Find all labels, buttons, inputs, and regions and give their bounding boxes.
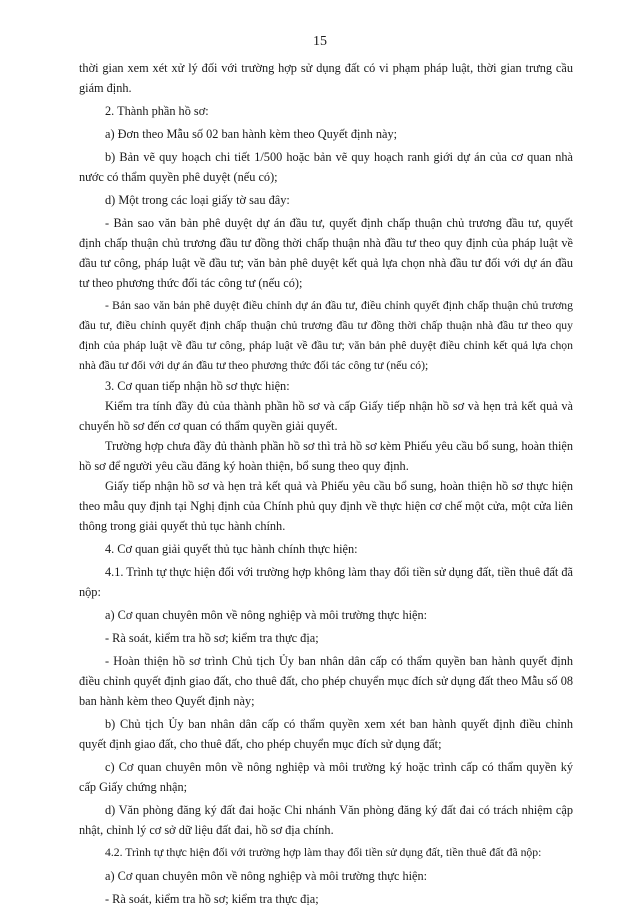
paragraph-bullet-investment-approval: - Bản sao văn bản phê duyệt dự án đầu tư, quyết định chấp thuận chủ trương đầu tư, quyết định chấp thuận chủ trương đầu tư đồng thời chấp thuận nhà đầu tư theo quy định của pháp luật về đầu tư công, pháp luật về đầu tư; văn bản phê duyệt kết quả lựa chọn nhà đầu tư đối với dự án đầu tư theo phương thức đối tác công tư (nếu có);: [79, 216, 573, 290]
paragraph-4-2-review: - Rà soát, kiểm tra hồ sơ; kiểm tra thực địa;: [105, 892, 319, 906]
paragraph-item-d: d) Một trong các loại giấy tờ sau đây:: [105, 193, 290, 207]
paragraph-bullet-investment-adjustment: - Bản sao văn bản phê duyệt điều chỉnh dự án đầu tư, điều chỉnh quyết định chấp thuận chủ trương đầu tư, điều chỉnh quyết định chấp thuận chủ trương đầu tư đồng thời chấp thuận nhà đầu tư theo quy định của pháp luật về đầu tư công, pháp luật về đầu tư; văn bản phê duyệt điều chỉnh kết quả lựa chọn nhà đầu tư đối với dự án đầu tư theo phương thức đối tác công tư (nếu có);: [79, 299, 573, 372]
paragraph-item-b: b) Bản vẽ quy hoạch chi tiết 1/500 hoặc bản vẽ quy hoạch ranh giới dự án của cơ quan nhà nước có thẩm quyền phê duyệt (nếu có);: [79, 150, 573, 184]
paragraph-item-a: a) Đơn theo Mẫu số 02 ban hành kèm theo Quyết định này;: [105, 127, 398, 141]
paragraph-continuation: thời gian xem xét xử lý đối với trường hợp sử dụng đất có vi phạm pháp luật, thời gian trưng cầu giám định.: [79, 61, 573, 95]
paragraph-4-1-item-b: b) Chủ tịch Ủy ban nhân dân cấp có thẩm quyền xem xét ban hành quyết định điều chỉnh quyết định giao đất, cho thuê đất, cho phép chuyển mục đích sử dụng đất;: [79, 717, 573, 751]
paragraph-receipt-forms: Giấy tiếp nhận hồ sơ và hẹn trả kết quả và Phiếu yêu cầu bổ sung, hoàn thiện hồ sơ thực hiện theo mẫu quy định tại Nghị định của Chính phủ quy định về thực hiện cơ chế một cửa, một cửa liên thông trong giải quyết thủ tục hành chính.: [79, 479, 573, 533]
paragraph-4-1-review: - Rà soát, kiểm tra hồ sơ; kiểm tra thực địa;: [105, 631, 319, 645]
subsection-heading-4-1: 4.1. Trình tự thực hiện đối với trường hợp không làm thay đổi tiền sử dụng đất, tiền thuê đất đã nộp:: [79, 565, 573, 599]
page-number: 15: [313, 34, 327, 49]
paragraph-4-1-item-c: c) Cơ quan chuyên môn về nông nghiệp và môi trường ký hoặc trình cấp có thẩm quyền ký cấp Giấy chứng nhận;: [79, 760, 573, 794]
paragraph-4-1-item-a: a) Cơ quan chuyên môn về nông nghiệp và môi trường thực hiện:: [105, 608, 428, 622]
paragraph-4-1-item-d: d) Văn phòng đăng ký đất đai hoặc Chi nhánh Văn phòng đăng ký đất đai có trách nhiệm cập nhật, chỉnh lý cơ sở dữ liệu đất đai, hồ sơ địa chính.: [79, 803, 573, 837]
section-heading-dossier: 2. Thành phần hồ sơ:: [105, 104, 209, 118]
paragraph-4-1-complete-dossier: - Hoàn thiện hồ sơ trình Chủ tịch Ủy ban nhân dân cấp có thẩm quyền ban hành quyết định điều chỉnh quyết định giao đất, cho thuê đất, cho phép chuyển mục đích sử dụng đất theo Mẫu số 08 ban hành kèm theo Quyết định này;: [79, 654, 573, 708]
paragraph-check-completeness: Kiểm tra tính đầy đủ của thành phần hồ sơ và cấp Giấy tiếp nhận hồ sơ và hẹn trả kết quả và chuyển hồ sơ đến cơ quan có thẩm quyền giải quyết.: [79, 399, 573, 433]
document-body: [79, 58, 573, 909]
section-heading-resolving-agency: 4. Cơ quan giải quyết thủ tục hành chính thực hiện:: [105, 542, 358, 556]
section-heading-receiving-agency: 3. Cơ quan tiếp nhận hồ sơ thực hiện:: [105, 379, 290, 393]
paragraph-incomplete-dossier: Trường hợp chưa đầy đủ thành phần hồ sơ thì trả hồ sơ kèm Phiếu yêu cầu bổ sung, hoàn thiện hồ sơ để người yêu cầu đăng ký hoàn thiện, bổ sung theo quy định.: [79, 439, 573, 473]
paragraph-4-2-item-a: a) Cơ quan chuyên môn về nông nghiệp và môi trường thực hiện:: [105, 869, 428, 883]
subsection-heading-4-2: 4.2. Trình tự thực hiện đối với trường hợp làm thay đổi tiền sử dụng đất, tiền thuê đất đã nộp:: [105, 846, 542, 859]
